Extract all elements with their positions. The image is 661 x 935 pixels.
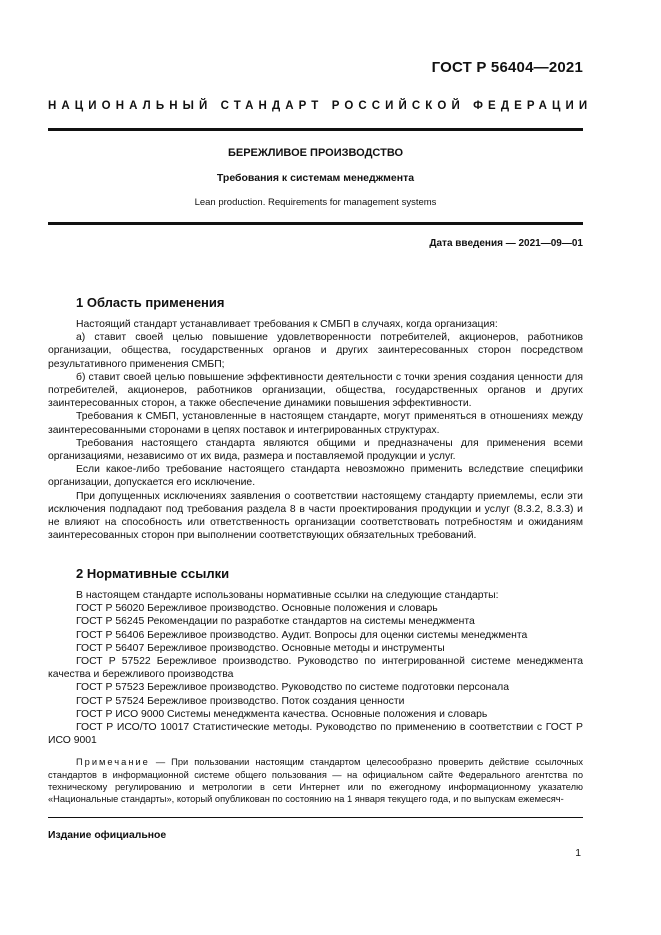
document-subtitle: Требования к системам менеджмента [216, 172, 415, 184]
section-heading: 1 Область применения [76, 295, 225, 310]
edition-label: Издание официальное [48, 830, 167, 841]
reference-item: ГОСТ Р 56020 Бережливое производство. Основные положения и словарь [76, 603, 438, 615]
section-scope [48, 295, 583, 542]
reference-item: ГОСТ Р 56407 Бережливое производство. Основные методы и инструменты [76, 642, 445, 654]
reference-item: ГОСТ Р 57523 Бережливое производство. Руководство по системе подготовки персонала [76, 682, 509, 694]
national-standard-heading: НАЦИОНАЛЬНЫЙ СТАНДАРТ РОССИЙСКОЙ ФЕДЕРАЦИИ [48, 100, 593, 112]
note-label: Примечание [76, 757, 150, 768]
bottom-rule [48, 222, 583, 225]
paragraph: В настоящем стандарте использованы нормативные ссылки на следующие стандарты: [76, 590, 499, 601]
gost-number: ГОСТ Р 56404—2021 [431, 59, 583, 76]
document-english-title: Lean production. Requirements for management systems [194, 197, 437, 208]
reference-item: ГОСТ Р 57522 Бережливое производство. Руководство по интегрированной системе менеджмента качества и бережливого производства [48, 656, 583, 681]
reference-item: ГОСТ Р 57524 Бережливое производство. Поток создания ценности [76, 695, 405, 707]
reference-item: ГОСТ Р ИСО/ТО 10017 Статистические методы. Руководство по применению в соответствии с ГОСТ Р ИСО 9001 [48, 722, 583, 747]
footer-divider [48, 817, 583, 818]
section-heading: 2 Нормативные ссылки [76, 566, 230, 581]
document-title: БЕРЕЖЛИВОЕ ПРОИЗВОДСТВО [227, 147, 404, 159]
section-references [48, 566, 583, 806]
paragraph: При допущенных исключениях заявления о соответствии настоящему стандарту приемлемы, если эти исключения подпадают под требования раздела 8 в части проектирования продукции и услуг (8.3.2, 8.3.3) и не влияют на способность или ответственность организации соответствовать потребностям и ожиданиям заинтересованных сторон при выполнении соответствующих обязательных требований. [48, 490, 583, 542]
note [48, 756, 583, 805]
top-rule [48, 128, 583, 131]
introduction-date: Дата введения — 2021—09—01 [429, 238, 583, 249]
paragraph: б) ставит своей целью повышение эффективности деятельности с точки зрения создания ценности для потребителей, акционеров, работников организации, общества, государственных органов и других заинтересованных сторон, а также обеспечение динамики повышения эффективности. [48, 371, 583, 410]
paragraph: Требования настоящего стандарта являются общими и предназначены для применения всеми организациями, независимо от их вида, размера и поставляемой продукции и услуг. [48, 437, 583, 463]
reference-item: ГОСТ Р 56245 Рекомендации по разработке стандартов на системы менеджмента [76, 616, 475, 628]
paragraph: а) ставит своей целью повышение удовлетворенности потребителей, акционеров, работников организации, общества, государственных органов и других заинтересованных сторон посредством результативного применения СМБП; [48, 332, 583, 370]
paragraph: Если какое-либо требование настоящего стандарта невозможно применить вследствие специфики организации, допускается его исключение. [48, 464, 583, 489]
reference-item: ГОСТ Р 56406 Бережливое производство. Аудит. Вопросы для оценки системы менеджмента [76, 629, 528, 641]
page-number: 1 [575, 848, 581, 859]
paragraph: Требования к СМБП, установленные в настоящем стандарте, могут применяться в отношениях между заинтересованными сторонами в цепях поставок и интегрированных структурах. [48, 411, 583, 436]
note-text: — При пользовании настоящим стандартом целесообразно проверить действие ссылочных стандартов в информационной системе общего пользования — на официальном сайте Федерального агентства по техническому регулированию и метрологии в сети Интернет или по ежегодному информационному указателю «Национальные стандарты», который опубликован по состоянию на 1 января текущего года, и по выпускам ежемесяч- [48, 757, 583, 805]
paragraph: Настоящий стандарт устанавливает требования к СМБП в случаях, когда организация: [76, 319, 498, 330]
reference-item: ГОСТ Р ИСО 9000 Системы менеджмента качества. Основные положения и словарь [76, 708, 488, 720]
